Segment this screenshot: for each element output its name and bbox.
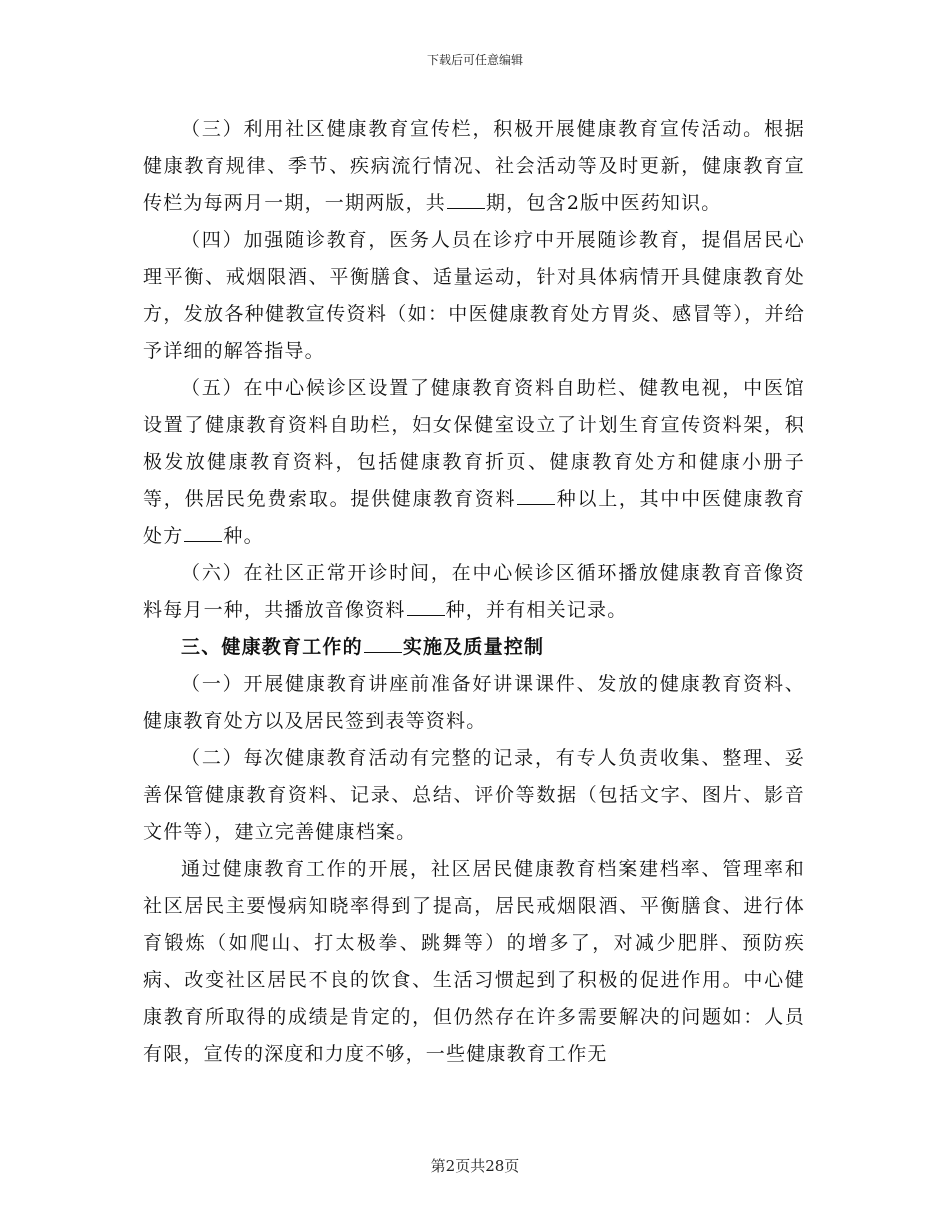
paragraph-text: （五）在中心候诊区设置了健康教育资料自助栏、健教电视，中医馆设置了健康教育资料自助栏，妇女保健室设立了计划生育宣传资料架，积极发放健康教育资料，包括健康教育折页、健康教育处方和健康小册子等，供居民免费索取。提供健康教育资料	[143, 377, 805, 510]
fill-in-blank	[447, 191, 485, 209]
paragraph-text: （六）在社区正常开诊时间，在中心候诊区循环播放健康教育音像资料每月一种，共播放音像资料	[143, 562, 805, 621]
fill-in-blank	[364, 635, 402, 653]
paragraph-publicity-board	[143, 111, 805, 222]
paragraph-text: 种。	[223, 525, 264, 547]
fill-in-blank	[407, 598, 445, 616]
paragraph-self-service-materials	[143, 370, 805, 555]
paragraph-text: （二）每次健康教育活动有完整的记录，有专人负责收集、整理、妥善保管健康教育资料、记录、总结、评价等数据（包括文字、图片、影音文件等），建立完善健康档案。	[143, 747, 805, 843]
paragraph-summary	[143, 851, 805, 1073]
paragraph-text: 期，包含2版中医药知识。	[486, 192, 722, 214]
paragraph-text: （一）开展健康教育讲座前准备好讲课课件、发放的健康教育资料、健康教育处方以及居民签到表等资料。	[143, 673, 805, 732]
document-body	[143, 111, 805, 1073]
heading-text: 三、健康教育工作的	[181, 636, 363, 658]
paragraph-text: （四）加强随诊教育，医务人员在诊疗中开展随诊教育，提倡居民心理平衡、戒烟限酒、平衡膳食、适量运动，针对具体病情开具健康教育处方，发放各种健教宣传资料（如：中医健康教育处方胃炎、感冒等），并给予详细的解答指导。	[143, 229, 805, 362]
paragraph-text: （三）利用社区健康教育宣传栏，积极开展健康教育宣传活动。根据健康教育规律、季节、疾病流行情况、社会活动等及时更新，健康教育宣传栏为每两月一期，一期两版，共	[143, 118, 805, 214]
page-header: 下载后可任意编辑	[426, 53, 523, 67]
paragraph-consultation-education	[143, 222, 805, 370]
paragraph-text: 种以上，其中中医健康教育处方	[143, 488, 805, 547]
paragraph-text: 通过健康教育工作的开展，社区居民健康教育档案建档率、管理率和社区居民主要慢病知晓率得到了提高，居民戒烟限酒、平衡膳食、进行体育锻炼（如爬山、打太极拳、跳舞等）的增多了，对减少肥胖、预防疾病、改变社区居民不良的饮食、生活习惯起到了积极的促进作用。中心健康教育所取得的成绩是肯定的，但仍然存在许多需要解决的问题如：人员有限，宣传的深度和力度不够，一些健康教育工作无	[143, 858, 805, 1065]
paragraph-activity-records	[143, 740, 805, 851]
paragraph-lecture-preparation	[143, 666, 805, 740]
page-number: 第2页共28页	[430, 1157, 520, 1175]
fill-in-blank	[184, 524, 222, 542]
heading-text: 实施及质量控制	[402, 636, 545, 658]
fill-in-blank	[517, 487, 555, 505]
section-heading	[143, 629, 805, 666]
paragraph-video-materials	[143, 555, 805, 629]
paragraph-text: 种，并有相关记录。	[445, 599, 628, 621]
